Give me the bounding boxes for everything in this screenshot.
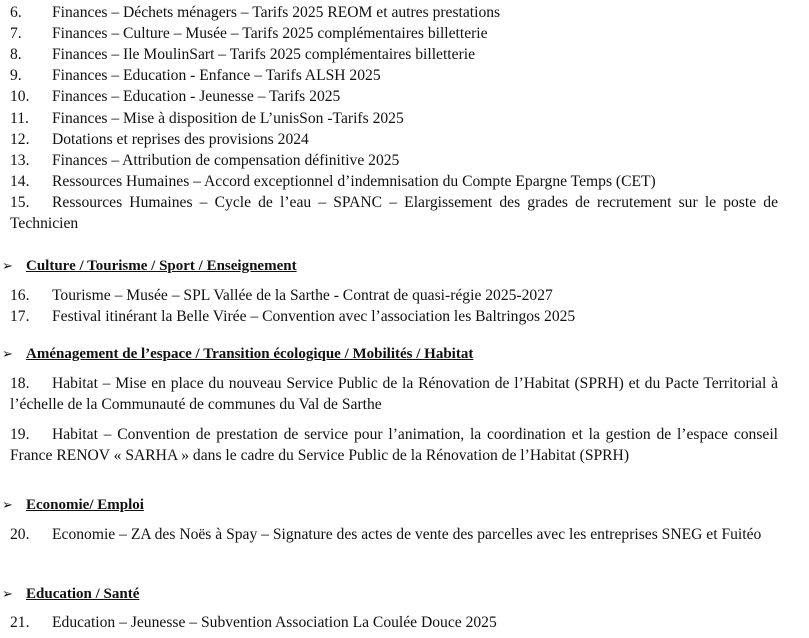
list-item (10, 524, 778, 545)
list-item (10, 86, 780, 107)
list-item (10, 424, 778, 466)
arrow-bullet-icon: ➢ (2, 497, 13, 512)
item-text: Economie – ZA des Noës à Spay – Signature des actes de vente des parcelles avec les entreprises SNEG et Fuitéo (52, 526, 762, 543)
item-number: 8. (10, 46, 22, 63)
list-item (10, 44, 780, 65)
item-number: 15. (10, 194, 30, 211)
list-item (10, 373, 778, 415)
item-text: Festival itinérant la Belle Virée – Convention avec l’association les Baltringos 2025 (52, 308, 576, 325)
section-heading-culture (2, 255, 782, 277)
item-number: 6. (10, 4, 22, 21)
item-text: Ressources Humaines – Accord exceptionnel d’indemnisation du Compte Epargne Temps (CET) (52, 173, 656, 190)
list-item (10, 108, 780, 129)
section-title: Aménagement de l’espace / Transition écologique / Mobilités / Habitat (26, 346, 474, 362)
item-number: 16. (10, 287, 30, 304)
item-number: 21. (10, 614, 30, 631)
section-heading-economie (2, 494, 782, 516)
section-title: Culture / Tourisme / Sport / Enseignement (26, 258, 297, 274)
item-number: 14. (10, 173, 30, 190)
item-number: 13. (10, 152, 30, 169)
list-item (10, 65, 780, 86)
list-item (10, 612, 780, 633)
item-text: Finances – Education - Enfance – Tarifs ALSH 2025 (52, 67, 381, 84)
item-text: Ressources Humaines – Cycle de l’eau – SPANC – Elargissement des grades de recrutement sur le poste de Technicien (10, 194, 778, 232)
item-number: 10. (10, 88, 30, 105)
item-text: Finances – Déchets ménagers – Tarifs 2025 REOM et autres prestations (52, 4, 501, 21)
list-item (10, 285, 780, 306)
section-title: Education / Santé (26, 586, 140, 602)
section-heading-education (2, 583, 782, 605)
item-text: Finances – Culture – Musée – Tarifs 2025 complémentaires billetterie (52, 25, 488, 42)
item-number: 18. (10, 375, 30, 392)
item-number: 17. (10, 308, 30, 325)
item-text: Finances – Mise à disposition de L’unisSon -Tarifs 2025 (52, 110, 404, 127)
section-heading-amenagement (2, 343, 782, 365)
item-text: Habitat – Convention de prestation de service pour l’animation, la coordination et la gestion de l’espace conseil France RENOV « SARHA » dans le cadre du Service Public de la Rénovation de l’Habitat (SPRH) (10, 426, 778, 464)
list-item (10, 171, 780, 192)
list-item (10, 23, 780, 44)
item-text: Dotations et reprises des provisions 2024 (52, 131, 309, 148)
item-number: 19. (10, 426, 30, 443)
arrow-bullet-icon: ➢ (2, 586, 13, 601)
list-item (10, 129, 780, 150)
item-text: Habitat – Mise en place du nouveau Service Public de la Rénovation de l’Habitat (SPRH) et du Pacte Territorial à l’échelle de la Communauté de communes du Val de Sarthe (10, 375, 778, 413)
arrow-bullet-icon: ➢ (2, 258, 13, 273)
list-item (10, 306, 780, 327)
item-text: Education – Jeunesse – Subvention Association La Coulée Douce 2025 (52, 614, 497, 631)
list-item (10, 150, 780, 171)
item-text: Finances – Ile MoulinSart – Tarifs 2025 complémentaires billetterie (52, 46, 476, 63)
list-item (10, 2, 780, 23)
item-text: Finances – Education - Jeunesse – Tarifs 2025 (52, 88, 341, 105)
item-number: 20. (10, 526, 30, 543)
item-number: 12. (10, 131, 30, 148)
item-text: Tourisme – Musée – SPL Vallée de la Sarthe - Contrat de quasi-régie 2025-2027 (52, 287, 553, 304)
item-number: 9. (10, 67, 22, 84)
section-title: Economie/ Emploi (26, 497, 144, 513)
item-number: 7. (10, 25, 22, 42)
list-item (10, 192, 778, 234)
item-text: Finances – Attribution de compensation définitive 2025 (52, 152, 400, 169)
arrow-bullet-icon: ➢ (2, 346, 13, 361)
item-number: 11. (10, 110, 29, 127)
